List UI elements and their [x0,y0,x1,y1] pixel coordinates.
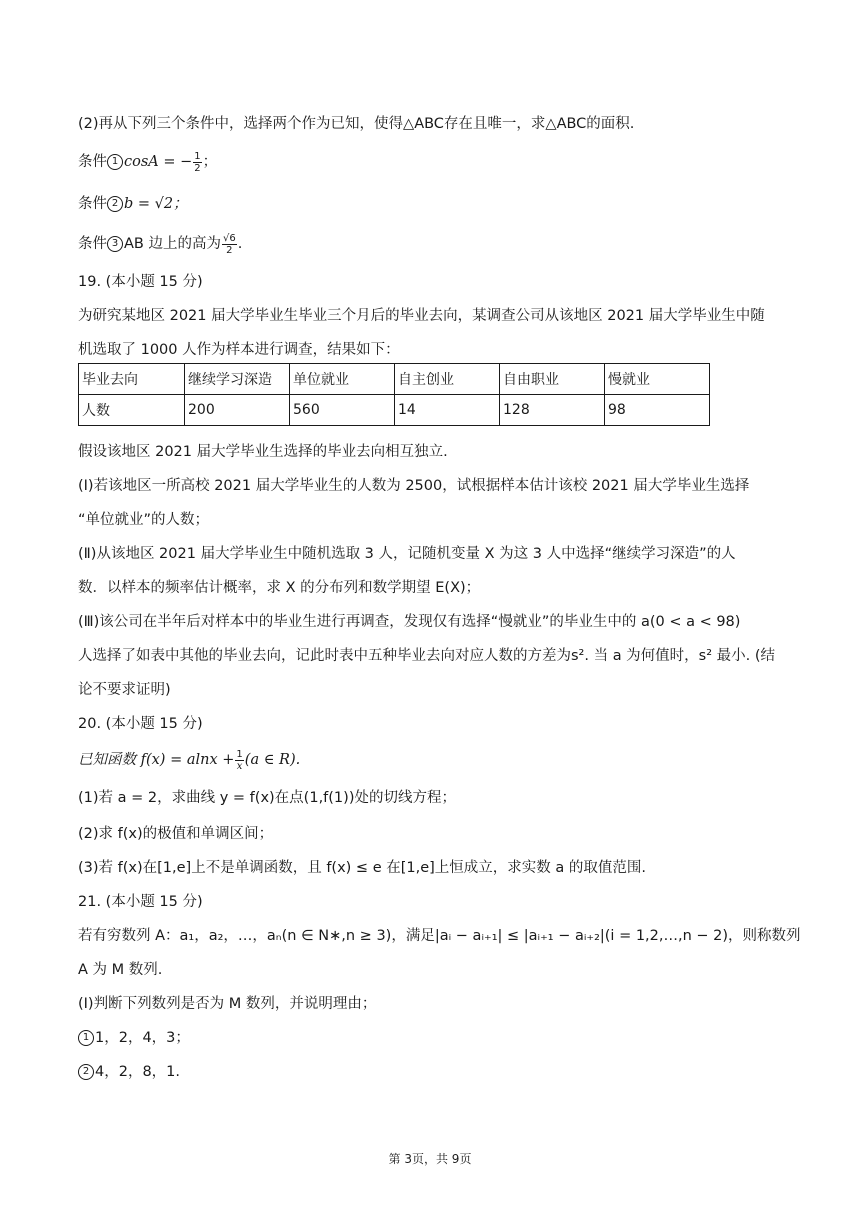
circled-number: 2 [107,196,123,212]
q21-header: 21. (本小题 15 分) [78,894,203,910]
q21-definition-line1: 若有穷数列 A：a₁，a₂，…，aₙ(n ∈ N∗,n ≥ 3)，满足|aᵢ − aᵢ₊₁| ≤ |aᵢ₊₁ − aᵢ₊₂|(i = 1,2,…,n − 2)，则称数列 [78,928,801,944]
page-footer: 第 3页，共 9页 [388,1152,472,1166]
q19-part1-line1: (Ⅰ)若该地区一所高校 2021 届大学毕业生的人数为 2500，试根据样本估计该校 2021 届大学毕业生选择 [78,478,750,494]
table-cell: 慢就业 [605,364,710,395]
table-cell: 自主创业 [395,364,500,395]
fraction: $\frac{1}{x}$ [236,748,243,772]
q18-condition-2: 条件 2 b = √2； [78,196,188,212]
q20-function: 已知函数 f(x) = alnx + $\frac{1}{x}$ (a ∈ R). [78,748,301,772]
q18-part2: (2)再从下列三个条件中，选择两个作为已知，使得△ABC存在且唯一，求△ABC的面积. [78,116,635,132]
table-cell: 98 [605,395,710,426]
table-cell: 毕业去向 [79,364,185,395]
table-row [79,395,710,426]
table-cell: 继续学习深造 [185,364,290,395]
q19-header: 19. (本小题 15 分) [78,274,203,290]
q18-condition-1: 条件 1 cosA = − $\frac{1}{2}$ ； [78,150,218,174]
fraction: $\frac{1}{2}$ [194,150,201,174]
circled-number: 1 [107,154,123,170]
circled-number: 3 [107,236,123,252]
table-cell: 自由职业 [500,364,605,395]
q20-header: 20. (本小题 15 分) [78,716,203,732]
q20-part1: (1)若 a = 2，求曲线 y = f(x)在点(1,f(1))处的切线方程； [78,790,456,806]
q19-part3-line1: (Ⅲ)该公司在半年后对样本中的毕业生进行再调查，发现仅有选择“慢就业”的毕业生中的 a(0 < a < 98) [78,614,741,630]
table-cell: 14 [395,395,500,426]
q19-intro-line2: 机选取了 1000 人作为样本进行调查，结果如下： [78,342,400,358]
table-cell: 人数 [79,395,185,426]
table-header-row [79,364,710,395]
q19-part2-line1: (Ⅱ)从该地区 2021 届大学毕业生中随机选取 3 人，记随机变量 X 为这 3 人中选择“继续学习深造”的人 [78,546,736,562]
q19-part3-line3: 论不要求证明) [78,682,171,698]
table-cell: 128 [500,395,605,426]
q18-condition-3: 条件 3 AB 边上的高为 $\frac{√6}{2}$ . [78,232,243,256]
fraction: $\frac{√6}{2}$ [222,232,236,256]
table-cell: 单位就业 [290,364,395,395]
table-cell: 200 [185,395,290,426]
q21-part1: (Ⅰ)判断下列数列是否为 M 数列，并说明理由； [78,996,377,1012]
q19-assumption: 假设该地区 2021 届大学毕业生选择的毕业去向相互独立. [78,444,448,460]
circled-number: 2 [78,1064,94,1080]
q21-definition-line2: A 为 M 数列. [78,962,163,978]
q21-sequence-1: 1 1，2，4，3； [78,1026,190,1047]
circled-number: 1 [78,1030,94,1046]
q20-part2: (2)求 f(x)的极值和单调区间； [78,826,274,842]
q19-intro-line1: 为研究某地区 2021 届大学毕业生毕业三个月后的毕业去向，某调查公司从该地区 2021 届大学毕业生中随 [78,308,765,324]
q21-sequence-2: 2 4，2，8，1. [78,1060,180,1081]
q20-part3: (3)若 f(x)在[1,e]上不是单调函数，且 f(x) ≤ e 在[1,e]上恒成立，求实数 a 的取值范围. [78,860,647,876]
q19-part2-line2: 数．以样本的频率估计概率，求 X 的分布列和数学期望 E(X)； [78,580,481,596]
q19-part1-line2: “单位就业”的人数； [78,512,210,528]
table-cell: 560 [290,395,395,426]
q19-part3-line2: 人选择了如表中其他的毕业去向，记此时表中五种毕业去向对应人数的方差为s². 当 a 为何值时，s² 最小. (结 [78,648,776,664]
graduation-table [78,363,710,426]
